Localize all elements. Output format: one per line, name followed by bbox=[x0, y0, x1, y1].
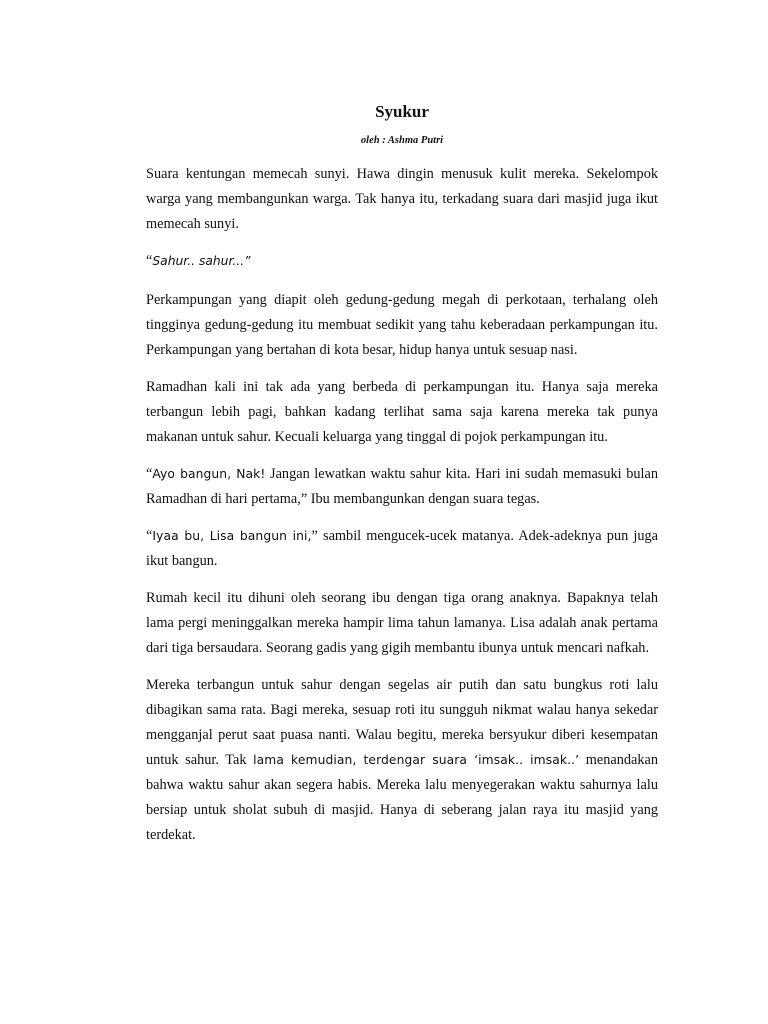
paragraph-3: Perkampungan yang diapit oleh gedung-gedung megah di perkotaan, terhalang oleh tingginya gedung-gedung itu membuat sedikit yang tahu keberadaan perkampungan itu. Perkampungan yang bertahan di kota besar, hidup hanya untuk sesuap nasi. bbox=[146, 292, 658, 358]
dialogue-speech: Ayo bangun, Nak! bbox=[152, 467, 266, 481]
dialogue-speech: Iyaa bu, Lisa bangun ini, bbox=[152, 529, 312, 543]
paragraph-text: Jangan lewatkan waktu sahur kita. Hari ini sudah memasuki bulan Ramadhan di hari pertama,” Ibu membangunkan dengan suara tegas. bbox=[146, 466, 658, 507]
paragraph-text: menandakan bahwa waktu sahur akan segera habis. Mereka lalu menyegerakan waktu sahurnya lalu bersiap untuk sholat subuh di masjid. Hanya di seberang jalan raya itu masjid yang terdekat. bbox=[146, 752, 658, 843]
author-byline: oleh : Ashma Putri bbox=[360, 135, 444, 146]
paragraph-text: Mereka terbangun untuk sahur dengan segelas air putih dan satu bungkus roti lalu dibagikan sama rata. Bagi mereka, sesuap roti itu sungguh nikmat walau hanya sekedar mengganjal perut saat puasa nanti. Walau begitu, mereka bersyukur diberi kesempatan untuk sahur. Tak bbox=[146, 677, 658, 768]
imsak-call: lama kemudian, terdengar suara ‘imsak.. imsak..’ bbox=[253, 753, 580, 767]
paragraph-1: Suara kentungan memecah sunyi. Hawa dingin menusuk kulit mereka. Sekelompok warga yang membangunkan warga. Tak hanya itu, terkadang suara dari masjid juga ikut memecah sunyi. bbox=[146, 166, 658, 232]
paragraph-5 bbox=[146, 462, 658, 512]
open-quote: “ bbox=[146, 528, 153, 544]
paragraph-text: ” sambil mengucek-ucek matanya. Adek-adeknya pun juga ikut bangun. bbox=[146, 528, 658, 569]
paragraph-2 bbox=[146, 249, 658, 274]
paragraph-7: Rumah kecil itu dihuni oleh seorang ibu dengan tiga orang anaknya. Bapaknya telah lama pergi meninggalkan mereka hampir lima tahun lamanya. Lisa adalah anak pertama dari tiga bersaudara. Seorang gadis yang gigih membantu ibunya untuk mencari nafkah. bbox=[146, 590, 658, 656]
open-quote: “ bbox=[146, 253, 153, 269]
paragraph-8 bbox=[146, 673, 658, 848]
document-title: Syukur bbox=[375, 102, 429, 121]
sahur-call: Sahur.. sahur...” bbox=[152, 254, 251, 268]
paragraph-4: Ramadhan kali ini tak ada yang berbeda di perkampungan itu. Hanya saja mereka terbangun lebih pagi, bahkan kadang terlihat sama saja karena mereka tak punya makanan untuk sahur. Kecuali keluarga yang tinggal di pojok perkampungan itu. bbox=[146, 379, 658, 445]
open-quote: “ bbox=[146, 466, 153, 482]
paragraph-6 bbox=[146, 524, 658, 574]
